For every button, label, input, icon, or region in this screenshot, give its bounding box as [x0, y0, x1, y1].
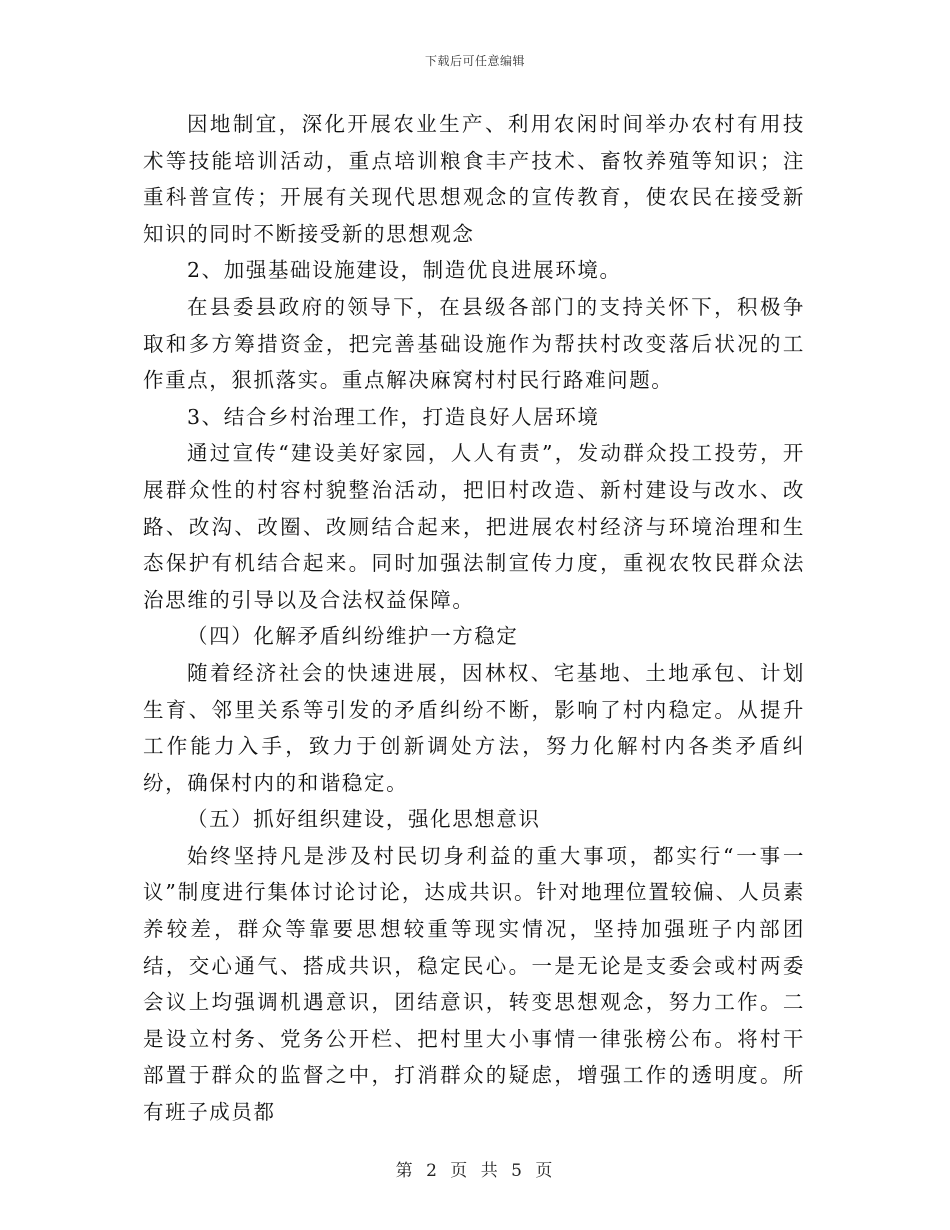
footer-total-pages: 5 [511, 1161, 524, 1181]
paragraph-disputes: 随着经济社会的快速进展，因林权、宅基地、土地承包、计划生育、邻里关系等引发的矛盾纠纷不断，影响了村内稳定。从提升工作能力入手，致力于创新调处方法，努力化解村内各类矛盾纠纷，确保村内的和谐稳定。 [143, 660, 805, 795]
heading-environment: 3、结合乡村治理工作，打造良好人居环境 [187, 404, 600, 429]
footer-page-word: 页 [450, 1161, 470, 1181]
heading-infrastructure: 2、加强基础设施建设，制造优良进展环境。 [187, 258, 622, 283]
footer-suffix: 页 [535, 1161, 555, 1181]
paragraph-training: 因地制宜，深化开展农业生产、利用农闲时间举办农村有用技术等技能培训活动，重点培训粮食丰产技术、畜牧养殖等知识；注重科普宣传；开展有关现代思想观念的宣传教育，使农民在接受新知识的同时不断接受新的思想观念 [143, 112, 805, 246]
footer-prefix: 第 [395, 1161, 415, 1181]
paragraph-organization: 始终坚持凡是涉及村民切身利益的重大事项，都实行“一事一议”制度进行集体讨论讨论，达成共识。针对地理位置较偏、人员素养较差，群众等靠要思想较重等现实情况，坚持加强班子内部团结，交心通气、搭成共识，稳定民心。一是无论是支委会或村两委会议上均强调机遇意识，团结意识，转变思想观念，努力工作。二是设立村务、党务公开栏、把村里大小事情一律张榜公布。将村干部置于群众的监督之中，打消群众的疑虑，增强工作的透明度。所有班子成员都 [143, 843, 805, 1125]
footer-total-word: 共 [480, 1161, 500, 1181]
paragraph-environment: 通过宣传“建设美好家园，人人有责”，发动群众投工投劳，开展群众性的村容村貌整治活动，把旧村改造、新村建设与改水、改路、改沟、改圈、改厕结合起来，把进展农村经济与环境治理和生态保护有机结合起来。同时加强法制宣传力度，重视农牧民群众法治思维的引导以及合法权益保障。 [143, 441, 805, 612]
document-body [143, 106, 805, 1131]
page-header: 下载后可任意编辑 [424, 54, 525, 68]
heading-disputes: （四）化解矛盾纠纷维护一方稳定 [187, 624, 519, 649]
paragraph-infrastructure: 在县委县政府的领导下，在县级各部门的支持关怀下，积极争取和多方筹措资金，把完善基础设施作为帮扶村改变落后状况的工作重点，狠抓落实。重点解决麻窝村村民行路难问题。 [143, 294, 805, 393]
footer-current-page: 2 [426, 1161, 439, 1181]
page-footer [0, 1156, 950, 1181]
heading-organization: （五）抓好组织建设，强化思想意识 [187, 807, 541, 832]
